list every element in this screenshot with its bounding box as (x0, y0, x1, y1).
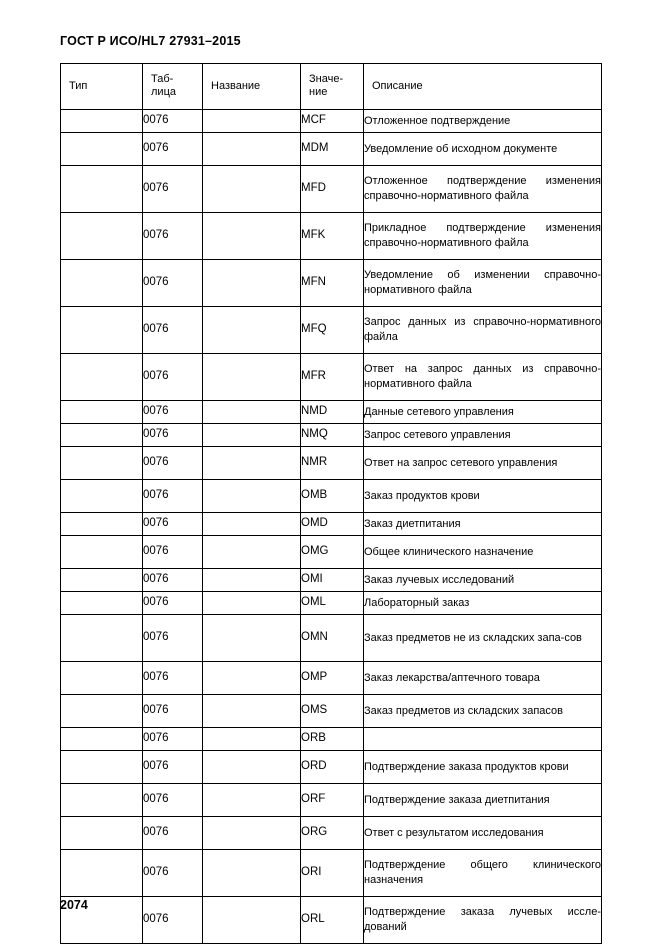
cell-type (61, 536, 143, 569)
table-row (61, 728, 602, 751)
table-row (61, 401, 602, 424)
cell-value: NMD (301, 401, 364, 424)
cell-name (203, 110, 301, 133)
cell-value: ORG (301, 817, 364, 850)
cell-value: MFK (301, 213, 364, 260)
cell-value: OMS (301, 695, 364, 728)
cell-name (203, 615, 301, 662)
column-header-value-line1: Значе- (309, 73, 344, 86)
cell-description: Подтверждение общего клинического назначения (364, 850, 602, 897)
cell-description: Отложенное подтверждение изменения справочно-нормативного файла (364, 166, 602, 213)
cell-type (61, 784, 143, 817)
cell-value: OML (301, 592, 364, 615)
page-number: 2074 (60, 898, 88, 912)
cell-description: Ответ на запрос данных из справочно-нормативного файла (364, 354, 602, 401)
column-header-table-line2: лица (151, 86, 176, 98)
cell-value: NMR (301, 447, 364, 480)
cell-name (203, 447, 301, 480)
cell-description: Заказ диетпитания (364, 513, 602, 536)
table-row (61, 133, 602, 166)
table-row (61, 751, 602, 784)
cell-type (61, 213, 143, 260)
cell-value: ORD (301, 751, 364, 784)
message-types-table (60, 63, 602, 944)
cell-value: OMB (301, 480, 364, 513)
column-header-name: Название (203, 64, 301, 110)
cell-table: 0076 (143, 592, 203, 615)
column-header-value-line2: ние (309, 86, 328, 98)
cell-value: OMP (301, 662, 364, 695)
cell-type (61, 166, 143, 213)
cell-value: ORF (301, 784, 364, 817)
cell-name (203, 401, 301, 424)
cell-type (61, 615, 143, 662)
cell-type (61, 447, 143, 480)
cell-description: Заказ лекарства/аптечного товара (364, 662, 602, 695)
cell-name (203, 817, 301, 850)
cell-table: 0076 (143, 424, 203, 447)
cell-type (61, 480, 143, 513)
cell-value: OMN (301, 615, 364, 662)
cell-description: Заказ предметов из складских запасов (364, 695, 602, 728)
cell-type (61, 401, 143, 424)
table-row (61, 447, 602, 480)
cell-value: MFD (301, 166, 364, 213)
cell-description: Уведомление об исходном документе (364, 133, 602, 166)
cell-description: Общее клинического назначение (364, 536, 602, 569)
table-row (61, 695, 602, 728)
cell-table: 0076 (143, 784, 203, 817)
cell-type (61, 569, 143, 592)
table-row (61, 897, 602, 944)
cell-value: MDM (301, 133, 364, 166)
cell-type (61, 307, 143, 354)
cell-description: Подтверждение заказа продуктов крови (364, 751, 602, 784)
cell-value: NMQ (301, 424, 364, 447)
column-header-type: Тип (61, 64, 143, 110)
table-row (61, 513, 602, 536)
cell-name (203, 897, 301, 944)
cell-value: MFQ (301, 307, 364, 354)
cell-description: Запрос данных из справочно-нормативного файла (364, 307, 602, 354)
cell-type (61, 513, 143, 536)
cell-type (61, 354, 143, 401)
cell-table: 0076 (143, 447, 203, 480)
cell-table: 0076 (143, 662, 203, 695)
cell-value: OMI (301, 569, 364, 592)
cell-table: 0076 (143, 615, 203, 662)
cell-table: 0076 (143, 133, 203, 166)
column-header-table-line1: Таб- (151, 73, 174, 86)
table-row (61, 536, 602, 569)
cell-name (203, 784, 301, 817)
cell-table: 0076 (143, 480, 203, 513)
cell-type (61, 728, 143, 751)
table-row (61, 569, 602, 592)
cell-type (61, 110, 143, 133)
cell-name (203, 536, 301, 569)
cell-type (61, 751, 143, 784)
cell-description: Заказ предметов не из складских запа-сов (364, 615, 602, 662)
cell-type (61, 424, 143, 447)
cell-value: MFR (301, 354, 364, 401)
cell-name (203, 569, 301, 592)
cell-table: 0076 (143, 817, 203, 850)
cell-table: 0076 (143, 213, 203, 260)
table-row (61, 850, 602, 897)
table-header (61, 64, 602, 110)
cell-value: MFN (301, 260, 364, 307)
cell-value: ORL (301, 897, 364, 944)
cell-name (203, 728, 301, 751)
document-header: ГОСТ Р ИСО/HL7 27931–2015 (60, 34, 241, 48)
table-row (61, 480, 602, 513)
cell-type (61, 133, 143, 166)
cell-table: 0076 (143, 166, 203, 213)
cell-description: Подтверждение заказа лучевых иссле-дований (364, 897, 602, 944)
cell-name (203, 166, 301, 213)
cell-name (203, 592, 301, 615)
cell-table: 0076 (143, 897, 203, 944)
cell-table: 0076 (143, 695, 203, 728)
cell-description: Отложенное подтверждение (364, 110, 602, 133)
column-header-table (143, 64, 203, 110)
cell-type (61, 662, 143, 695)
cell-name (203, 850, 301, 897)
cell-value: ORB (301, 728, 364, 751)
table-row (61, 784, 602, 817)
cell-table: 0076 (143, 513, 203, 536)
table-body (61, 110, 602, 944)
cell-description: Ответ с результатом исследования (364, 817, 602, 850)
cell-name (203, 354, 301, 401)
table-row (61, 615, 602, 662)
cell-description: Ответ на запрос сетевого управления (364, 447, 602, 480)
cell-description: Уведомление об изменении справочно-нормативного файла (364, 260, 602, 307)
table-row (61, 424, 602, 447)
cell-name (203, 480, 301, 513)
cell-table: 0076 (143, 569, 203, 592)
cell-name (203, 513, 301, 536)
cell-table: 0076 (143, 260, 203, 307)
column-header-description: Описание (364, 64, 602, 110)
cell-value: OMD (301, 513, 364, 536)
cell-table: 0076 (143, 751, 203, 784)
cell-type (61, 592, 143, 615)
cell-description: Лабораторный заказ (364, 592, 602, 615)
cell-table: 0076 (143, 728, 203, 751)
cell-table: 0076 (143, 307, 203, 354)
cell-value: ORI (301, 850, 364, 897)
cell-description: Данные сетевого управления (364, 401, 602, 424)
cell-value: MCF (301, 110, 364, 133)
table-row (61, 817, 602, 850)
cell-description: Заказ продуктов крови (364, 480, 602, 513)
table-row (61, 307, 602, 354)
cell-name (203, 662, 301, 695)
cell-name (203, 695, 301, 728)
cell-table: 0076 (143, 850, 203, 897)
cell-name (203, 133, 301, 166)
table-row (61, 110, 602, 133)
cell-type (61, 817, 143, 850)
cell-description: Заказ лучевых исследований (364, 569, 602, 592)
cell-name (203, 751, 301, 784)
cell-description (364, 728, 602, 751)
column-header-value (301, 64, 364, 110)
cell-type (61, 260, 143, 307)
cell-name (203, 260, 301, 307)
cell-name (203, 213, 301, 260)
cell-description: Запрос сетевого управления (364, 424, 602, 447)
table-header-row (61, 64, 602, 110)
cell-type (61, 850, 143, 897)
cell-table: 0076 (143, 110, 203, 133)
cell-type (61, 695, 143, 728)
cell-value: OMG (301, 536, 364, 569)
table-row (61, 662, 602, 695)
table-row (61, 260, 602, 307)
table-row (61, 592, 602, 615)
table-row (61, 354, 602, 401)
cell-description: Прикладное подтверждение изменения справочно-нормативного файла (364, 213, 602, 260)
table-row (61, 166, 602, 213)
table-row (61, 213, 602, 260)
cell-name (203, 307, 301, 354)
cell-table: 0076 (143, 401, 203, 424)
cell-description: Подтверждение заказа диетпитания (364, 784, 602, 817)
cell-table: 0076 (143, 354, 203, 401)
cell-name (203, 424, 301, 447)
cell-table: 0076 (143, 536, 203, 569)
